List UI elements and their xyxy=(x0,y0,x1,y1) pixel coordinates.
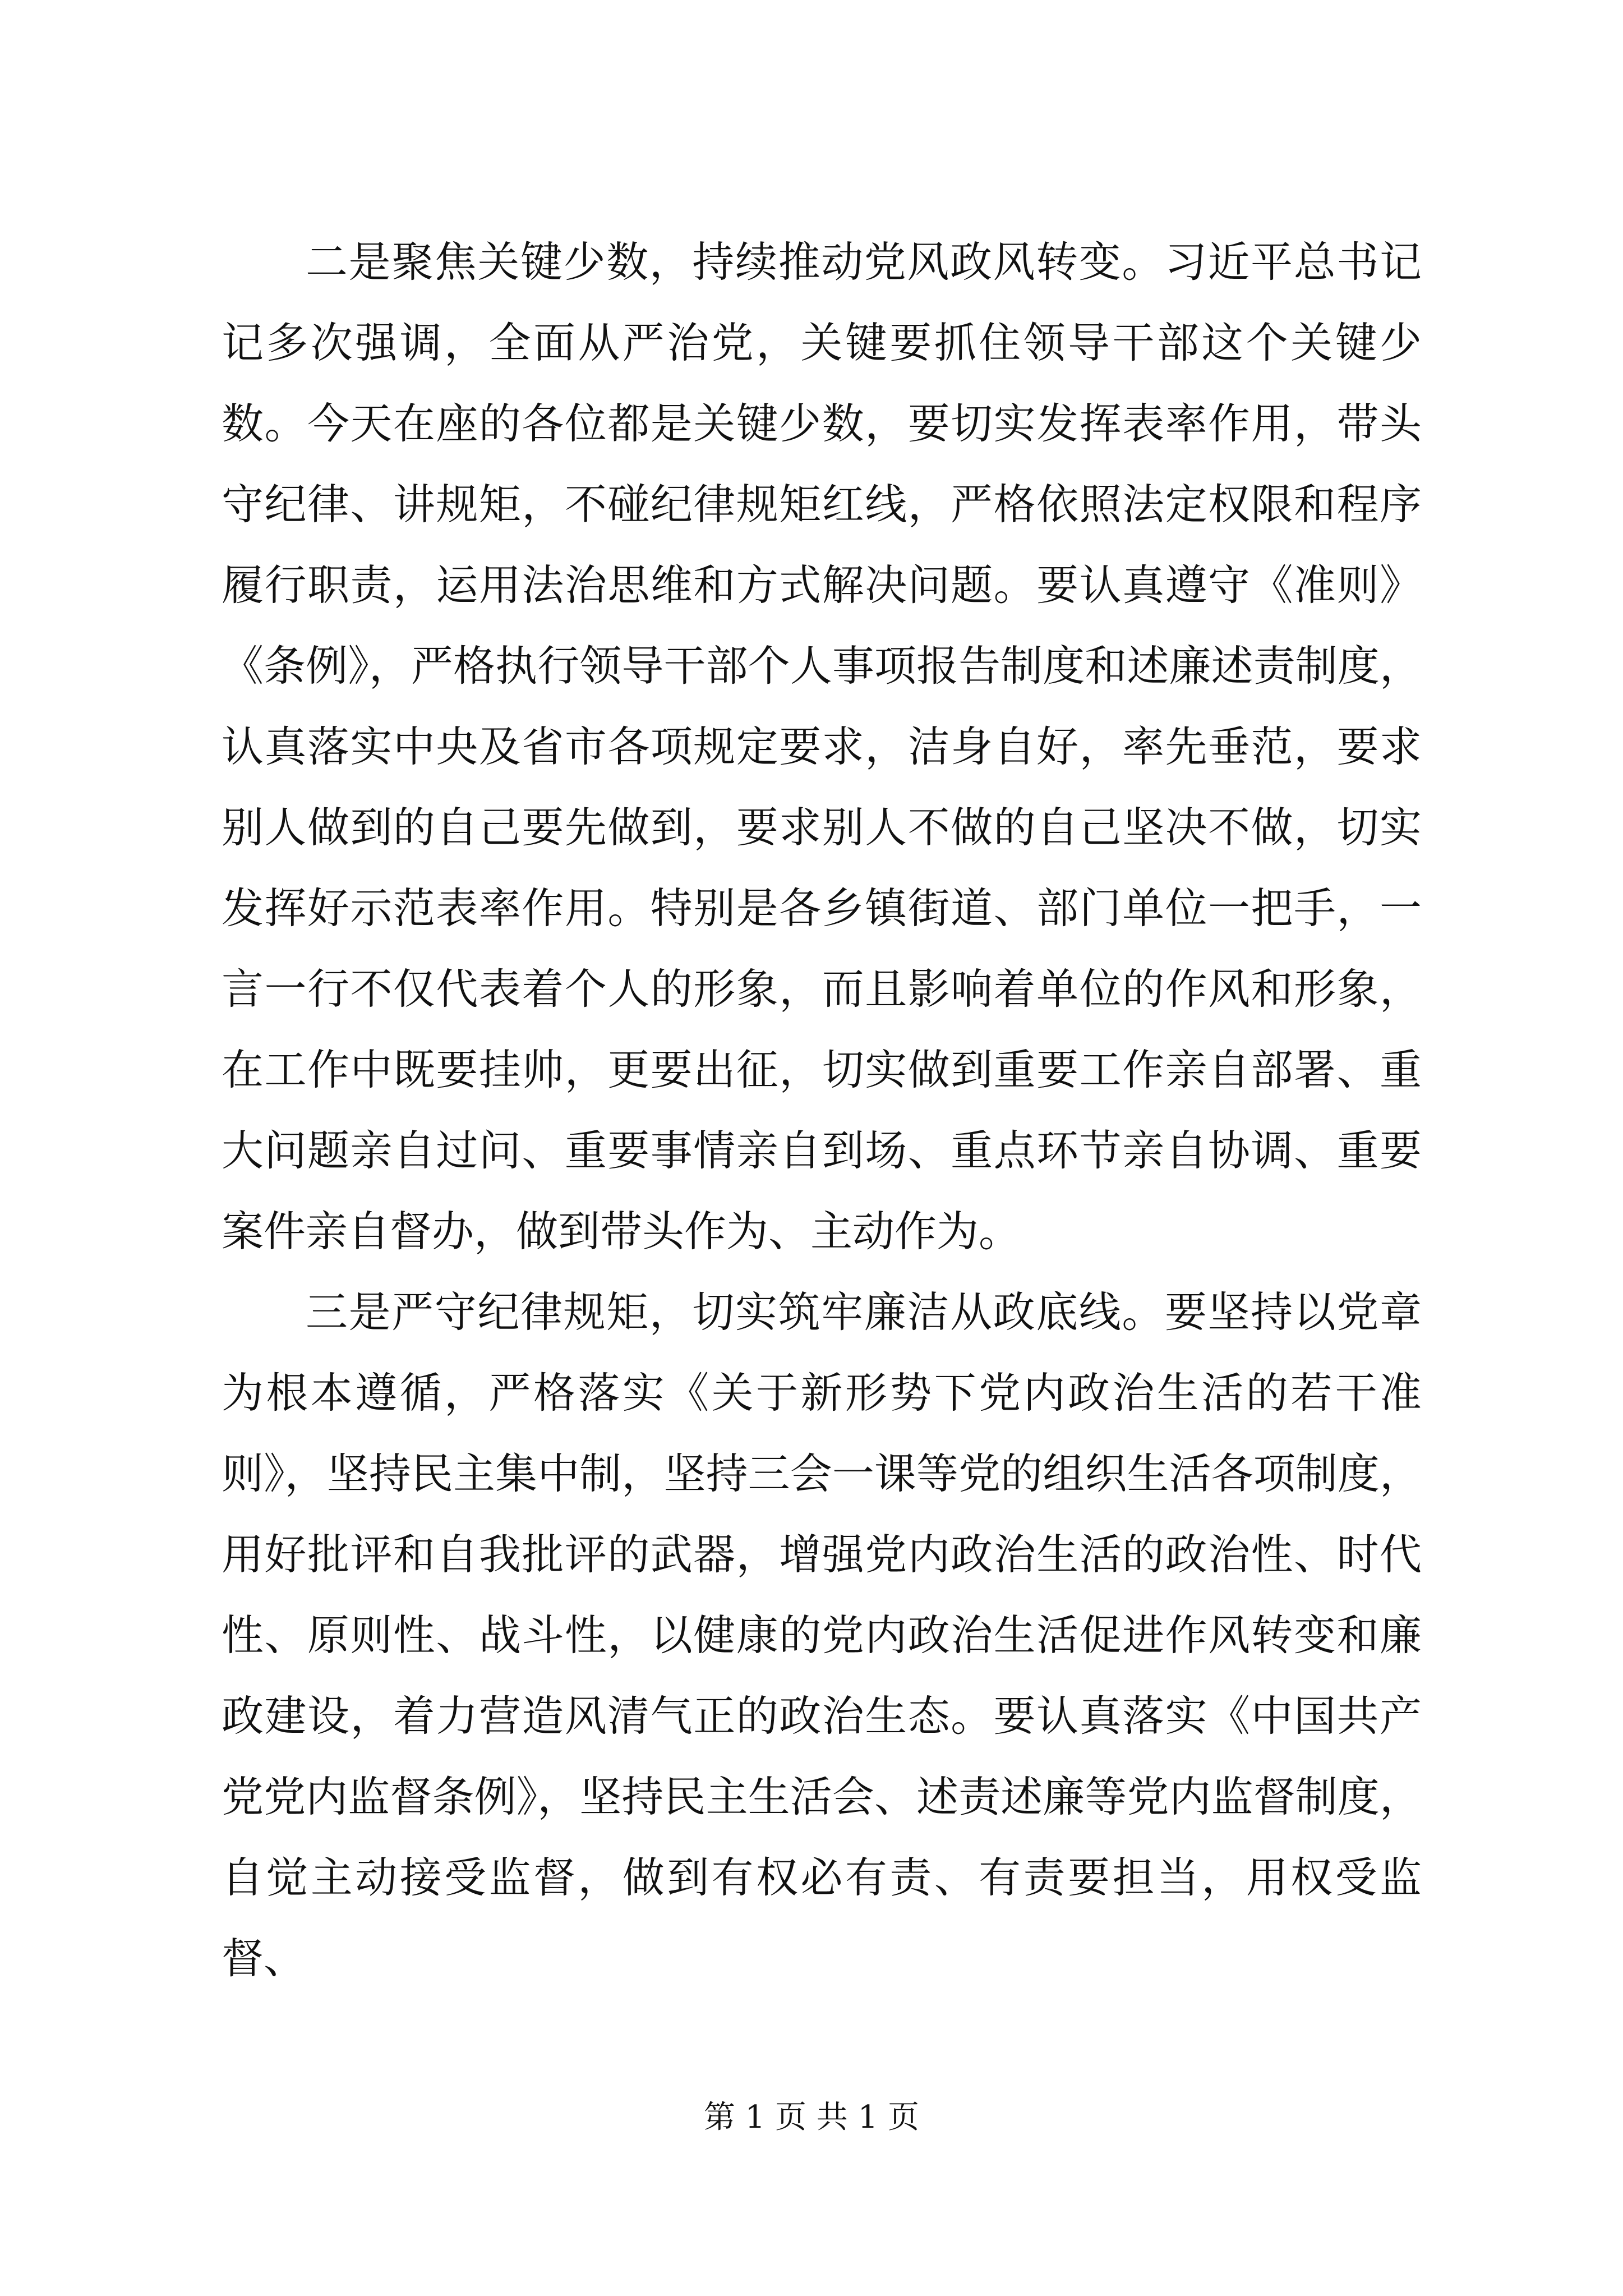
paragraph-1: 二是聚焦关键少数，持续推动党风政风转变。习近平总书记记多次强调，全面从严治党，关键要抓住领导干部这个关键少数。今天在座的各位都是关键少数，要切实发挥表率作用，带头守纪律、讲规矩，不碰纪律规矩红线，严格依照法定权限和程序履行职责，运用法治思维和方式解决问题。要认真遵守《准则》《条例》，严格执行领导干部个人事项报告制度和述廉述责制度，认真落实中央及省市各项规定要求，洁身自好，率先垂范，要求别人做到的自己要先做到，要求别人不做的自己坚决不做，切实发挥好示范表率作用。特别是各乡镇街道、部门单位一把手，一言一行不仅代表着个人的形象，而且影响着单位的作风和形象，在工作中既要挂帅，更要出征，切实做到重要工作亲自部署、重大问题亲自过问、重要事情亲自到场、重点环节亲自协调、重要案件亲自督办，做到带头作为、主动作为。 xyxy=(222,237,1422,1256)
document-body xyxy=(222,222,1422,1999)
paragraph-2: 三是严守纪律规矩，切实筑牢廉洁从政底线。要坚持以党章为根本遵循，严格落实《关于新形势下党内政治生活的若干准则》，坚持民主集中制，坚持三会一课等党的组织生活各项制度，用好批评和自我批评的武器，增强党内政治生活的政治性、时代性、原则性、战斗性，以健康的党内政治生活促进作风转变和廉政建设，着力营造风清气正的政治生态。要认真落实《中国共产党党内监督条例》，坚持民主生活会、述责述廉等党内监督制度，自觉主动接受监督，做到有权必有责、有责要担当，用权受监督、 xyxy=(222,1287,1422,1983)
page-footer: 第 1 页 共 1 页 xyxy=(703,2099,920,2136)
